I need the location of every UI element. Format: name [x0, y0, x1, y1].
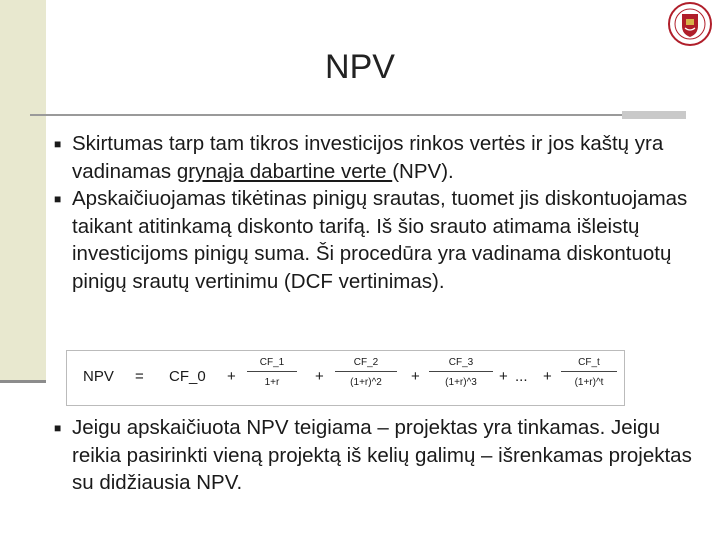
- formula-fraction: [247, 357, 297, 388]
- formula-plus: +: [499, 368, 508, 385]
- fraction-numerator: CF_1: [259, 357, 285, 368]
- bullet-list-top: [54, 130, 694, 295]
- formula-plus: +: [411, 368, 420, 385]
- bullet-item: [54, 185, 694, 295]
- formula-fraction: [561, 357, 617, 388]
- formula-plus: +: [315, 368, 324, 385]
- university-seal-logo: [667, 0, 713, 50]
- decorative-side-bar: [0, 0, 46, 382]
- bullet-text-part: Skirtumas tarp tam tikros investicijos rinkos vertės ir jos kaštų yra vadinamas: [72, 132, 664, 183]
- formula-equals: =: [135, 368, 144, 385]
- fraction-numerator: CF_2: [353, 357, 379, 368]
- fraction-denominator: (1+r)^2: [350, 377, 382, 388]
- formula-lhs: NPV: [83, 368, 114, 385]
- side-bar-divider: [0, 380, 46, 383]
- title-divider: [30, 114, 666, 116]
- formula-cf0: CF_0: [169, 368, 206, 385]
- npv-formula-image: [66, 350, 625, 406]
- formula-fraction: [335, 357, 397, 388]
- formula-ellipsis: ...: [515, 368, 528, 385]
- fraction-denominator: (1+r)^t: [574, 377, 604, 388]
- title-divider-accent: [622, 111, 686, 119]
- bullet-square-icon: ■: [54, 192, 62, 206]
- fraction-denominator: 1+r: [264, 377, 280, 388]
- formula-plus: +: [227, 368, 236, 385]
- fraction-numerator: CF_t: [578, 357, 600, 368]
- bullet-text-part: (NPV).: [392, 159, 454, 183]
- fraction-denominator: (1+r)^3: [445, 377, 477, 388]
- formula-plus: +: [543, 368, 552, 385]
- bullet-text: Jeigu apskaičiuota NPV teigiama – projektas yra tinkamas. Jeigu reikia pasirinkti vieną projektą iš kelių galimų – išrenkamas projektas su didžiausia NPV.: [72, 416, 692, 494]
- bullet-text: Apskaičiuojamas tikėtinas pinigų srautas, tuomet jis diskontuojamas taikant atitinkamą diskonto tarifą. Iš šio srauto atimama išleistų investicijoms pinigų suma. Ši procedūra yra vadinama diskontuotų pinigų srautų vertinimu (DCF vertinimas).: [72, 187, 688, 293]
- fraction-numerator: CF_3: [448, 357, 474, 368]
- formula-fraction: [429, 357, 493, 388]
- bullet-list-bottom: [54, 414, 694, 497]
- bullet-square-icon: ■: [54, 137, 62, 151]
- bullet-text: [70, 130, 694, 185]
- bullet-square-icon: ■: [54, 421, 62, 435]
- bullet-item: [54, 130, 694, 185]
- bullet-underlined-term: grynąja dabartine verte: [176, 159, 393, 183]
- slide-title: NPV: [325, 48, 395, 86]
- bullet-item: [54, 414, 694, 497]
